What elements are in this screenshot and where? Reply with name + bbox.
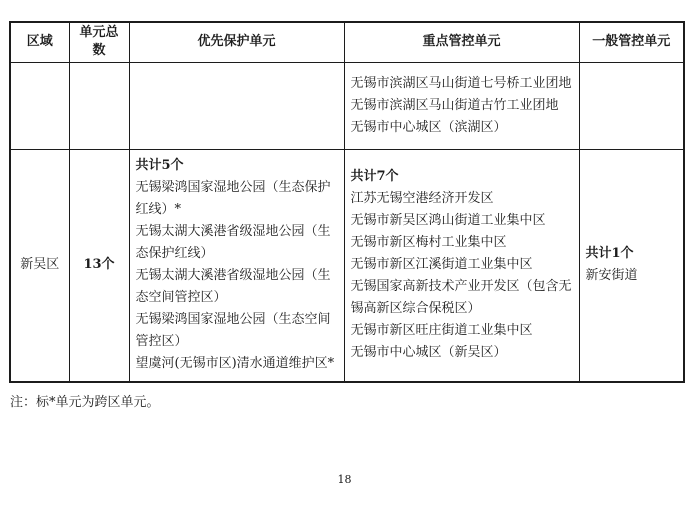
total-cell bbox=[69, 149, 129, 382]
unit-item: 无锡太湖大溪港省级湿地公园（生态空间管控区） bbox=[135, 268, 331, 306]
header-key-units: 重点管控单元 bbox=[344, 22, 579, 62]
general-units-cell bbox=[579, 149, 684, 382]
header-general-units: 一般管控单元 bbox=[579, 22, 684, 62]
unit-item: 无锡国家高新技术产业开发区（包含无锡高新区综合保税区） bbox=[350, 279, 572, 317]
header-region: 区域 bbox=[10, 22, 69, 62]
region-value: 新吴区 bbox=[20, 257, 60, 273]
unit-item: 无锡市滨湖区马山街道古竹工业团地 bbox=[350, 97, 559, 113]
general-units-cell bbox=[579, 62, 684, 149]
key-units-cell bbox=[344, 149, 579, 382]
unit-item: 无锡太湖大溪港省级湿地公园（生态保护红线） bbox=[135, 224, 331, 262]
unit-item: 无锡市中心城区（滨湖区） bbox=[350, 119, 507, 135]
table-row-xinwu bbox=[10, 149, 684, 382]
unit-item: 无锡市滨湖区马山街道七号桥工业团地 bbox=[350, 75, 572, 91]
unit-item: 无锡梁鸿国家湿地公园（生态空间管控区） bbox=[135, 312, 331, 350]
unit-item: 望虞河(无锡市区)清水通道维护区* bbox=[135, 356, 335, 372]
footnote: 注：标*单元为跨区单元。 bbox=[10, 395, 160, 410]
priority-units-cell bbox=[129, 149, 344, 382]
key-units-cell bbox=[344, 62, 579, 149]
unit-item: 无锡梁鸿国家湿地公园（生态保护红线）* bbox=[135, 180, 331, 218]
region-cell bbox=[10, 149, 69, 382]
header-priority-units: 优先保护单元 bbox=[129, 22, 344, 62]
total-value: 13个 bbox=[83, 257, 115, 273]
header-total-units: 单元总数 bbox=[69, 22, 129, 62]
unit-item: 无锡市新区梅村工业集中区 bbox=[350, 235, 507, 251]
unit-item: 新安街道 bbox=[585, 268, 638, 284]
key-count: 共计7个 bbox=[350, 169, 399, 185]
table-row-binhu-partial bbox=[10, 62, 684, 149]
unit-item: 无锡市中心城区（新吴区） bbox=[350, 345, 507, 361]
page-number: 18 bbox=[337, 473, 352, 486]
control-units-table bbox=[9, 21, 685, 383]
unit-item: 无锡市新区旺庄街道工业集中区 bbox=[350, 323, 533, 339]
general-count: 共计1个 bbox=[585, 246, 634, 262]
table-header-row bbox=[10, 22, 684, 62]
region-cell bbox=[10, 62, 69, 149]
unit-item: 无锡市新区江溪街道工业集中区 bbox=[350, 257, 533, 273]
total-cell bbox=[69, 62, 129, 149]
unit-item: 江苏无锡空港经济开发区 bbox=[350, 191, 494, 207]
priority-units-cell bbox=[129, 62, 344, 149]
priority-count: 共计5个 bbox=[135, 158, 184, 174]
unit-item: 无锡市新吴区鸿山街道工业集中区 bbox=[350, 213, 546, 229]
